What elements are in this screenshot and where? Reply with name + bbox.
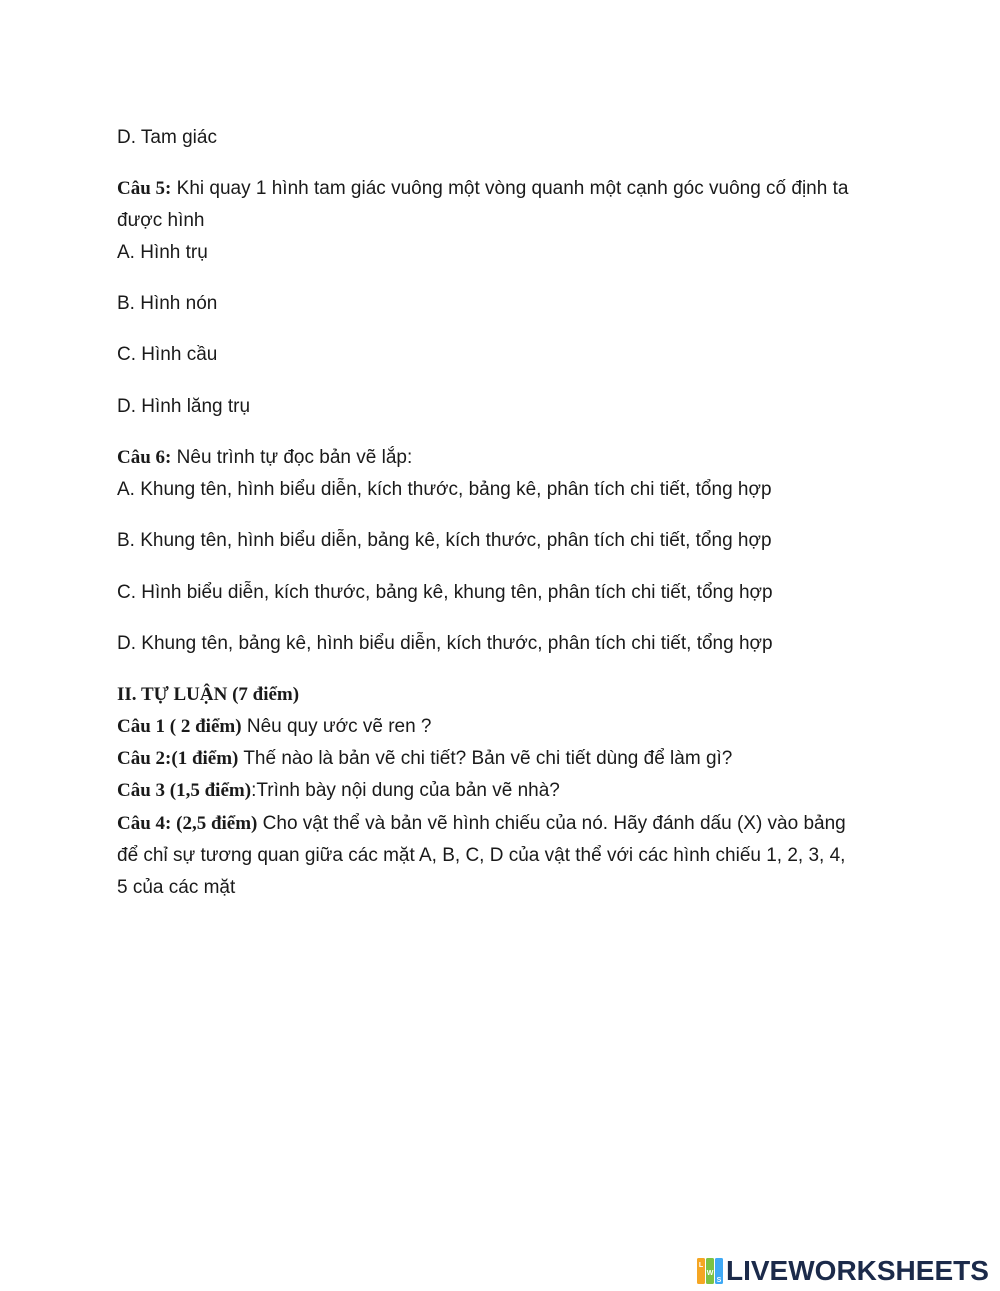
essay-q4-line2: để chỉ sự tương quan giữa các mặt A, B, C, D của vật thể với các hình chiếu 1, 2, 3, 4, bbox=[117, 845, 846, 866]
q6-option-b: B. Khung tên, hình biểu diễn, bảng kê, kích thước, phân tích chi tiết, tổng hợp bbox=[117, 530, 772, 551]
liveworksheets-mark-icon bbox=[697, 1258, 723, 1284]
liveworksheets-wordmark: LIVEWORKSHEETS bbox=[726, 1255, 989, 1286]
essay-q4-line3: 5 của các mặt bbox=[117, 877, 236, 898]
q5-option-d: D. Hình lăng trụ bbox=[117, 396, 251, 417]
q6-option-d: D. Khung tên, bảng kê, hình biểu diễn, kích thước, phân tích chi tiết, tổng hợp bbox=[117, 633, 773, 654]
q6-label: Câu 6: bbox=[117, 447, 172, 468]
essay-q1-label: Câu 1 ( 2 điểm) bbox=[117, 716, 242, 737]
mark-letter-s: S bbox=[716, 1277, 722, 1284]
essay-q1-text: Nêu quy ước vẽ ren ? bbox=[241, 716, 432, 737]
liveworksheets-logo bbox=[697, 1256, 989, 1286]
essay-q2-label: Câu 2:(1 điểm) bbox=[117, 748, 239, 769]
q6-text: Nêu trình tự đọc bản vẽ lắp: bbox=[171, 447, 413, 468]
essay-q2-text: Thế nào là bản vẽ chi tiết? Bản vẽ chi tiết dùng để làm gì? bbox=[238, 748, 733, 769]
essay-q3-label: Câu 3 (1,5 điểm) bbox=[117, 780, 252, 801]
essay-q3-text: :Trình bày nội dung của bản vẽ nhà? bbox=[251, 780, 560, 801]
essay-q2 bbox=[117, 747, 732, 771]
q5-option-a: A. Hình trụ bbox=[117, 242, 208, 263]
q5-label: Câu 5: bbox=[117, 178, 172, 199]
essay-q4-line1 bbox=[117, 812, 846, 836]
q6-option-a: A. Khung tên, hình biểu diễn, kích thước, bảng kê, phân tích chi tiết, tổng hợp bbox=[117, 479, 772, 500]
essay-q3 bbox=[117, 779, 560, 803]
q5-option-b: B. Hình nón bbox=[117, 293, 218, 314]
q5-line1 bbox=[117, 177, 848, 201]
q6-line bbox=[117, 446, 412, 470]
essay-q1 bbox=[117, 715, 432, 739]
essay-q4-text: Cho vật thể và bản vẽ hình chiếu của nó. Hãy đánh dấu (X) vào bảng bbox=[257, 813, 846, 834]
section2-heading: II. TỰ LUẬN (7 điểm) bbox=[117, 684, 300, 705]
q5-text: Khi quay 1 hình tam giác vuông một vòng quanh một cạnh góc vuông cố định ta bbox=[171, 178, 849, 199]
q4-option-d: D. Tam giác bbox=[117, 127, 217, 148]
mark-letter-w: W bbox=[706, 1270, 714, 1277]
q6-option-c: C. Hình biểu diễn, kích thước, bảng kê, khung tên, phân tích chi tiết, tổng hợp bbox=[117, 582, 773, 603]
essay-q4-label: Câu 4: (2,5 điểm) bbox=[117, 813, 258, 834]
q5-option-c: C. Hình cầu bbox=[117, 344, 218, 365]
q5-line2: được hình bbox=[117, 210, 205, 231]
mark-letter-l: L bbox=[698, 1262, 704, 1269]
